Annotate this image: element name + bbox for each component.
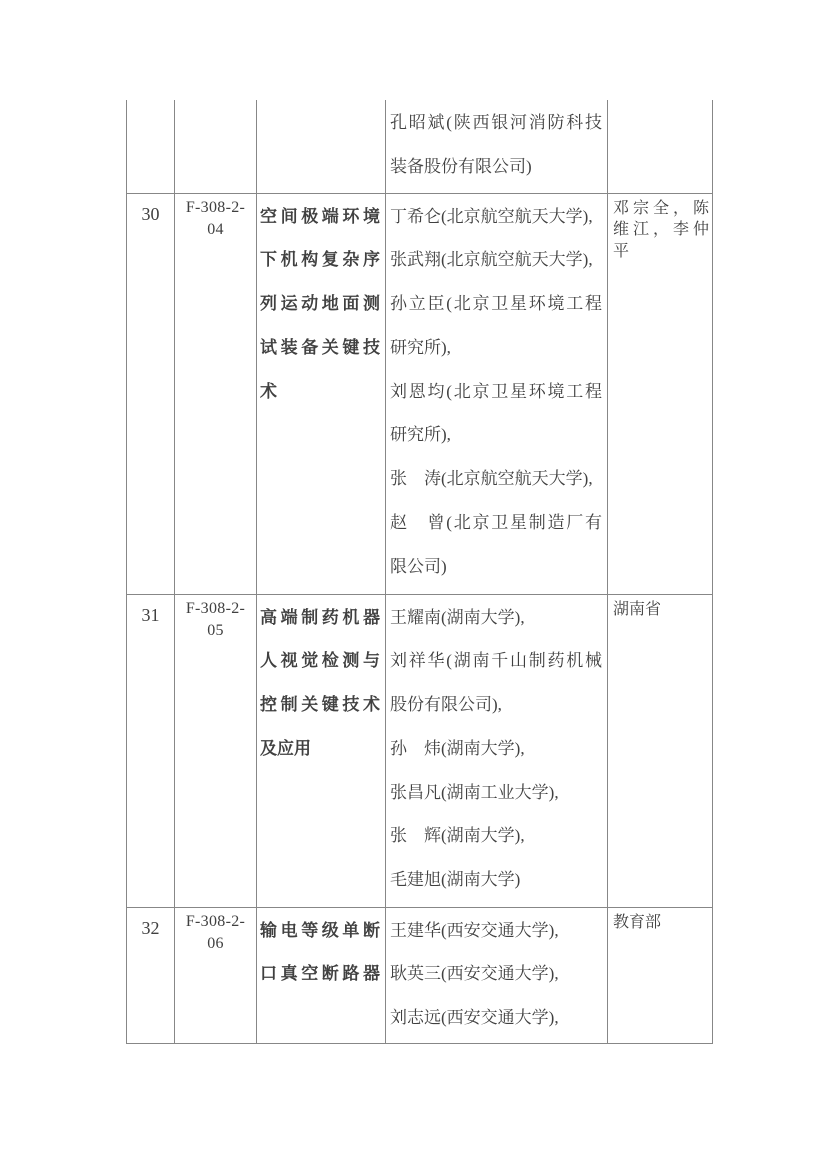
project-code-cell	[175, 193, 257, 594]
nominator-line: 湖南省	[613, 600, 662, 618]
awardee-entry-line: 张 涛(北京航空航天大学),	[390, 469, 593, 489]
awardees-cell	[386, 907, 608, 1043]
awardees-cell	[386, 193, 608, 594]
row-number-cell	[127, 907, 175, 1043]
row-number: 32	[141, 917, 160, 938]
project-title-cell	[257, 100, 386, 193]
project-code-line: 05	[207, 621, 224, 639]
awardee-entry-line: 张昌凡(湖南工业大学),	[390, 782, 559, 802]
awardee-entry-line: 限公司)	[390, 556, 447, 576]
project-code-line: F-308-2-	[185, 912, 246, 930]
table-row	[127, 100, 713, 193]
awardee-entry-line: 耿英三(西安交通大学),	[390, 964, 559, 984]
awardee-entry-line: 孔昭斌(陕西银河消防科技	[390, 113, 602, 132]
project-title-line: 人视觉检测与	[260, 651, 380, 671]
awardee-entry-line: 王建华(西安交通大学),	[390, 920, 559, 940]
project-title-line: 下机构复杂序	[260, 250, 380, 270]
nominator-line: 平	[613, 243, 630, 261]
nominator-line: 教育部	[613, 913, 662, 931]
project-code-line: 04	[207, 220, 224, 238]
project-code-line: F-308-2-	[185, 599, 246, 617]
awardees-cell	[386, 594, 608, 907]
project-title-line: 试装备关键技	[260, 337, 380, 357]
awardee-entry-line: 毛建旭(湖南大学)	[390, 870, 521, 890]
awardee-entry-line: 研究所),	[390, 337, 451, 357]
project-title-line: 口真空断路器	[260, 964, 380, 984]
project-code-line: F-308-2-	[185, 198, 246, 216]
table-row	[127, 193, 713, 594]
nominator-line: 邓宗全，陈	[613, 199, 709, 217]
awards-table-body	[127, 100, 713, 1043]
awardee-entry-line: 刘志远(西安交通大学),	[390, 1008, 559, 1028]
project-title-line: 及应用	[260, 738, 311, 758]
awardee-entry-line: 股份有限公司),	[390, 695, 502, 715]
awardee-entry-line: 装备股份有限公司)	[390, 156, 532, 176]
awardee-entry-line: 赵 曾(北京卫星制造厂有	[390, 513, 602, 533]
row-number-cell	[127, 100, 175, 193]
project-title-line: 高端制药机器	[260, 607, 380, 627]
row-number-cell	[127, 594, 175, 907]
row-number: 30	[141, 203, 160, 224]
awardee-entry-line: 张武翔(北京航空航天大学),	[390, 250, 593, 270]
awardee-entry-line: 丁希仑(北京航空航天大学),	[390, 206, 593, 226]
project-title-cell	[257, 193, 386, 594]
project-title-line: 列运动地面测	[260, 294, 380, 314]
awardee-entry-line: 刘恩均(北京卫星环境工程	[390, 381, 602, 401]
project-code-cell	[175, 100, 257, 193]
awardee-entry-line: 王耀南(湖南大学),	[390, 607, 525, 627]
nominator-cell	[608, 594, 713, 907]
awards-table	[126, 100, 713, 1044]
project-title-line: 空间极端环境	[260, 206, 380, 226]
project-title-line: 输电等级单断	[260, 920, 380, 940]
awardee-entry-line: 孙立臣(北京卫星环境工程	[390, 294, 602, 314]
awardee-entry-line: 研究所),	[390, 425, 451, 445]
project-title-cell	[257, 907, 386, 1043]
project-code-cell	[175, 594, 257, 907]
project-title-line: 术	[260, 381, 277, 401]
project-title-cell	[257, 594, 386, 907]
awardee-entry-line: 张 辉(湖南大学),	[390, 826, 525, 846]
awardee-entry-line: 刘祥华(湖南千山制药机械	[390, 651, 602, 671]
row-number: 31	[141, 604, 160, 625]
row-number-cell	[127, 193, 175, 594]
nominator-cell	[608, 907, 713, 1043]
table-row	[127, 594, 713, 907]
awardee-entry-line: 孙 炜(湖南大学),	[390, 738, 525, 758]
project-code-cell	[175, 907, 257, 1043]
nominator-line: 维江，李仲	[613, 221, 709, 239]
nominator-cell	[608, 193, 713, 594]
awardees-cell	[386, 100, 608, 193]
nominator-cell	[608, 100, 713, 193]
project-title-line: 控制关键技术	[260, 695, 380, 715]
project-code-line: 06	[207, 934, 224, 952]
table-row	[127, 907, 713, 1043]
